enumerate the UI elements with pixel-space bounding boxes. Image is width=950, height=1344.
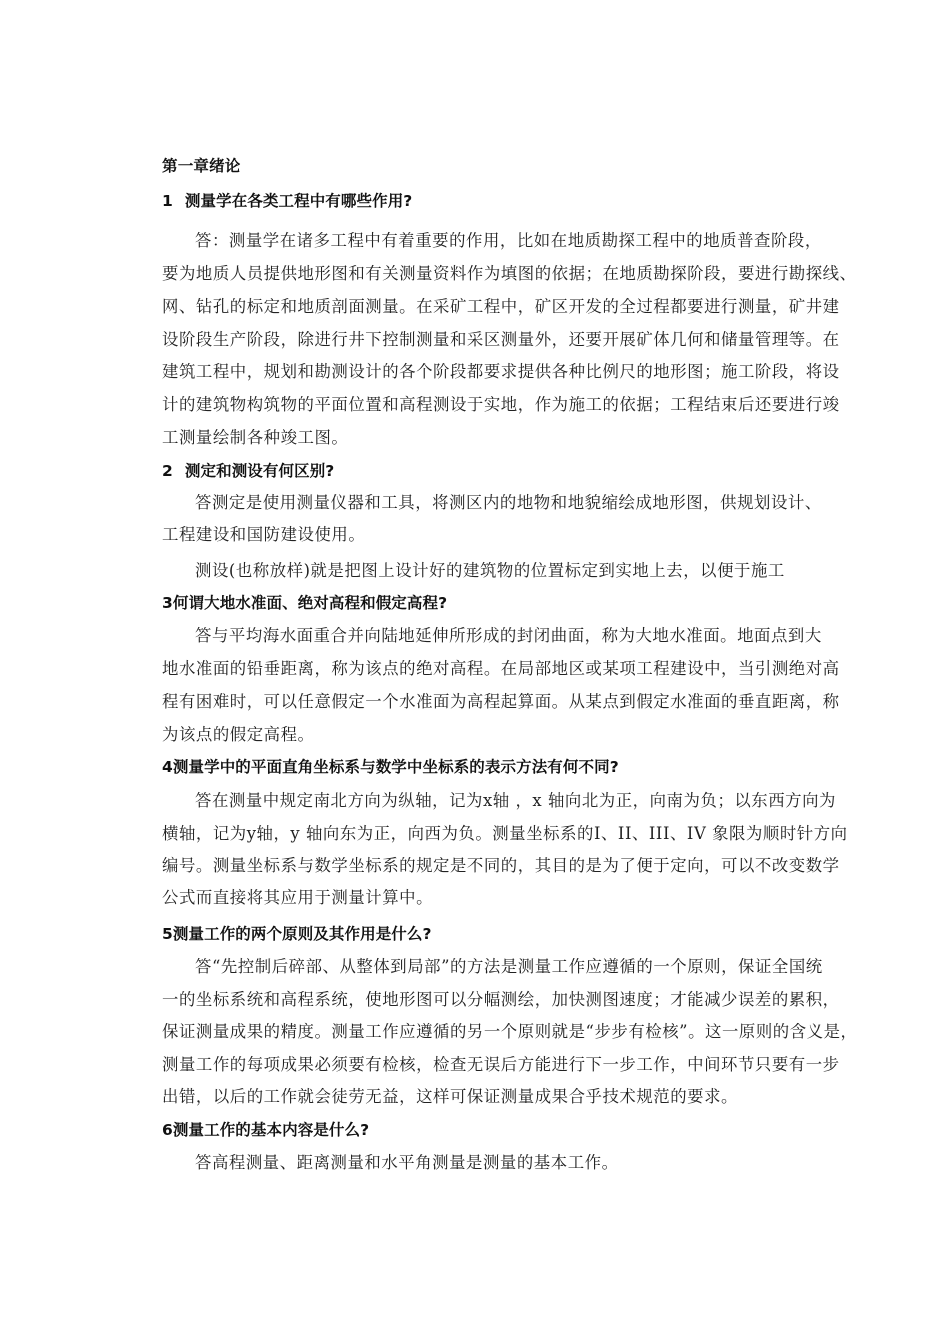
paragraph-line: 答在测量中规定南北方向为纵轴，记为x轴 ，x 轴向北为正，向南为负；以东西方向为 [195, 791, 836, 810]
section-heading-text: 测量工作的两个原则及其作用是什么? [172, 925, 432, 943]
paragraph-line: 网、钻孔的标定和地质剖面测量。在采矿工程中，矿区开发的全过程都要进行测量，矿井建 [162, 297, 840, 316]
paragraph-line: 答高程测量、距离测量和水平角测量是测量的基本工作。 [195, 1153, 619, 1172]
paragraph-line: 程有困难时，可以任意假定一个水准面为高程起算面。从某点到假定水准面的垂直距离，称 [162, 692, 840, 711]
paragraph-line: 答“先控制后碎部、从整体到局部”的方法是测量工作应遵循的一个原则，保证全国统 [195, 957, 823, 976]
section-heading-3 [162, 590, 792, 616]
section-number: 2 [162, 462, 173, 480]
section-heading-text: 测量工作的基本内容是什么? [172, 1121, 370, 1139]
paragraph-line: 要为地质人员提供地形图和有关测量资料作为填图的依据；在地质勘探阶段，要进行勘探线、 [162, 264, 857, 283]
section-heading-1 [162, 188, 792, 214]
section-heading-5 [162, 921, 792, 947]
section-number: 3 [162, 594, 173, 612]
paragraph-line: 横轴，记为y轴，y 轴向东为正，向西为负。测量坐标系的I、II、III、IV 象限为顺时针方向 [162, 824, 848, 843]
paragraph-line: 公式而直接将其应用于测量计算中。 [162, 888, 434, 907]
section-number: 4 [162, 758, 173, 776]
paragraph-line: 答测定是使用测量仪器和工具，将测区内的地物和地貌缩绘成地形图，供规划设计、 [195, 493, 822, 512]
paragraph-line: 答与平均海水面重合并向陆地延伸所形成的封闭曲面，称为大地水准面。地面点到大 [195, 626, 822, 645]
paragraph-line: 编号。测量坐标系与数学坐标系的规定是不同的，其目的是为了便于定向，可以不改变数学 [162, 856, 840, 875]
section-number: 1 [162, 192, 173, 210]
section-heading-text: 何谓大地水准面、绝对高程和假定高程? [172, 594, 448, 612]
paragraph-line: 计的建筑物构筑物的平面位置和高程测设于实地，作为施工的依据；工程结束后还要进行竣 [162, 395, 840, 414]
section-heading-2 [162, 458, 792, 484]
paragraph-line: 工程建设和国防建设使用。 [162, 525, 366, 544]
section-heading-4 [162, 754, 792, 780]
section-number: 6 [162, 1121, 173, 1139]
paragraph-line: 测量工作的每项成果必须要有检核，检查无误后方能进行下一步工作，中间环节只要有一步 [162, 1055, 840, 1074]
paragraph-line: 为该点的假定高程。 [162, 725, 315, 744]
paragraph-line: 设阶段生产阶段，除进行井下控制测量和采区测量外，还要开展矿体几何和储量管理等。在 [162, 330, 840, 349]
paragraph-line: 一的坐标系统和高程系统，使地形图可以分幅测绘，加快测图速度；才能减少误差的累积， [162, 990, 840, 1009]
section-heading-text: 测定和测设有何区别? [184, 462, 335, 480]
paragraph-line: 答：测量学在诸多工程中有着重要的作用，比如在地质勘探工程中的地质普查阶段， [195, 231, 822, 250]
paragraph-line: 建筑工程中，规划和勘测设计的各个阶段都要求提供各种比例尺的地形图；施工阶段，将设 [162, 362, 840, 381]
section-heading-text: 测量学在各类工程中有哪些作用? [184, 192, 413, 210]
paragraph-line: 保证测量成果的精度。测量工作应遵循的另一个原则就是“步步有检核”。这一原则的含义是， [162, 1022, 858, 1041]
section-heading-6 [162, 1117, 792, 1143]
paragraph-line: 测设(也称放样)就是把图上设计好的建筑物的位置标定到实地上去，以便于施工 [195, 561, 785, 580]
paragraph-line: 出错，以后的工作就会徒劳无益，这样可保证测量成果合乎技术规范的要求。 [162, 1087, 738, 1106]
paragraph-line: 地水准面的铅垂距离，称为该点的绝对高程。在局部地区或某项工程建设中，当引测绝对高 [162, 659, 840, 678]
chapter-title: 第一章绪论 [162, 157, 241, 175]
section-number: 5 [162, 925, 173, 943]
section-heading-text: 测量学中的平面直角坐标系与数学中坐标系的表示方法有何不同? [172, 758, 619, 776]
paragraph-line: 工测量绘制各种竣工图。 [162, 428, 349, 447]
